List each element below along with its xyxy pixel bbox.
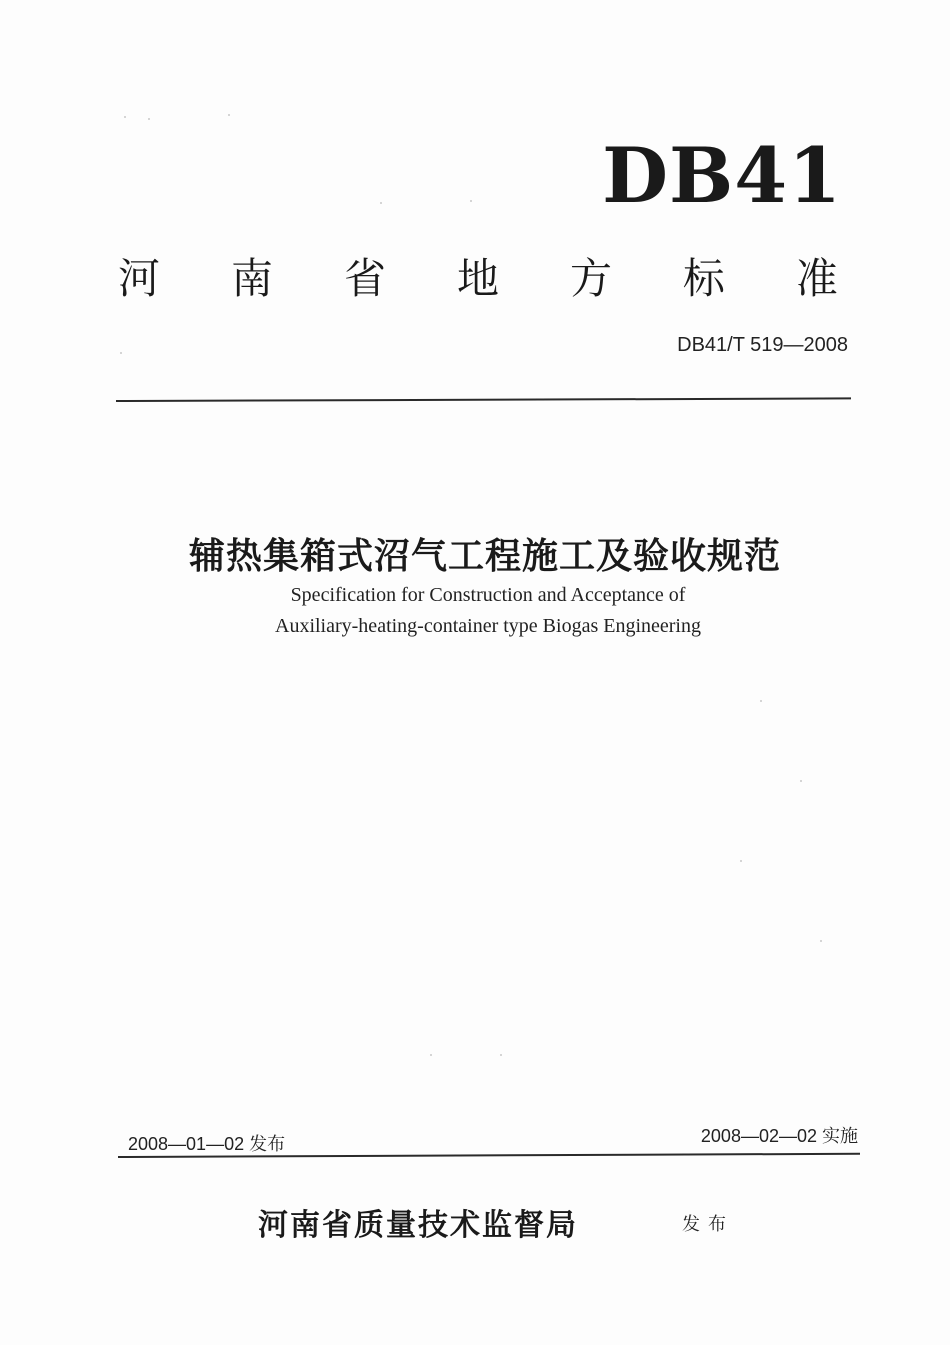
scan-speck [760,700,762,702]
scan-speck [120,352,122,354]
standard-type-char: 地 [456,254,499,303]
standard-type-char: 省 [343,254,386,303]
standard-logo: DB41 [602,131,842,220]
standard-type-char: 准 [795,254,838,303]
scan-speck [380,202,382,204]
standard-type-heading [118,254,838,303]
scan-speck [800,780,802,782]
standard-type-char: 标 [682,254,725,303]
scan-speck [228,114,230,116]
scan-speck [124,116,126,118]
issue-date: 2008—01—02 发布 [128,1134,286,1154]
scan-speck [740,860,742,862]
header-divider [116,397,851,402]
standard-type-char: 方 [569,254,612,303]
issuing-authority: 河南省质量技术监督局 [258,1208,578,1243]
scan-speck [470,200,472,202]
scan-speck [148,118,150,120]
scan-speck [430,1054,432,1056]
implementation-date: 2008—02—02 实施 [700,1126,858,1146]
standard-type-char: 南 [230,254,273,303]
standard-number: DB41/T 519—2008 [677,334,848,356]
title-english-line2: Auxiliary-heating-container type Biogas Engineering [275,615,701,637]
title-chinese: 辅热集箱式沼气工程施工及验收规范 [188,536,781,577]
scan-speck [820,940,822,942]
issuing-authority-suffix: 发布 [682,1214,734,1235]
scan-speck [500,1054,502,1056]
title-english-line1: Specification for Construction and Acceptance of [290,584,686,606]
standard-type-char: 河 [118,254,161,303]
